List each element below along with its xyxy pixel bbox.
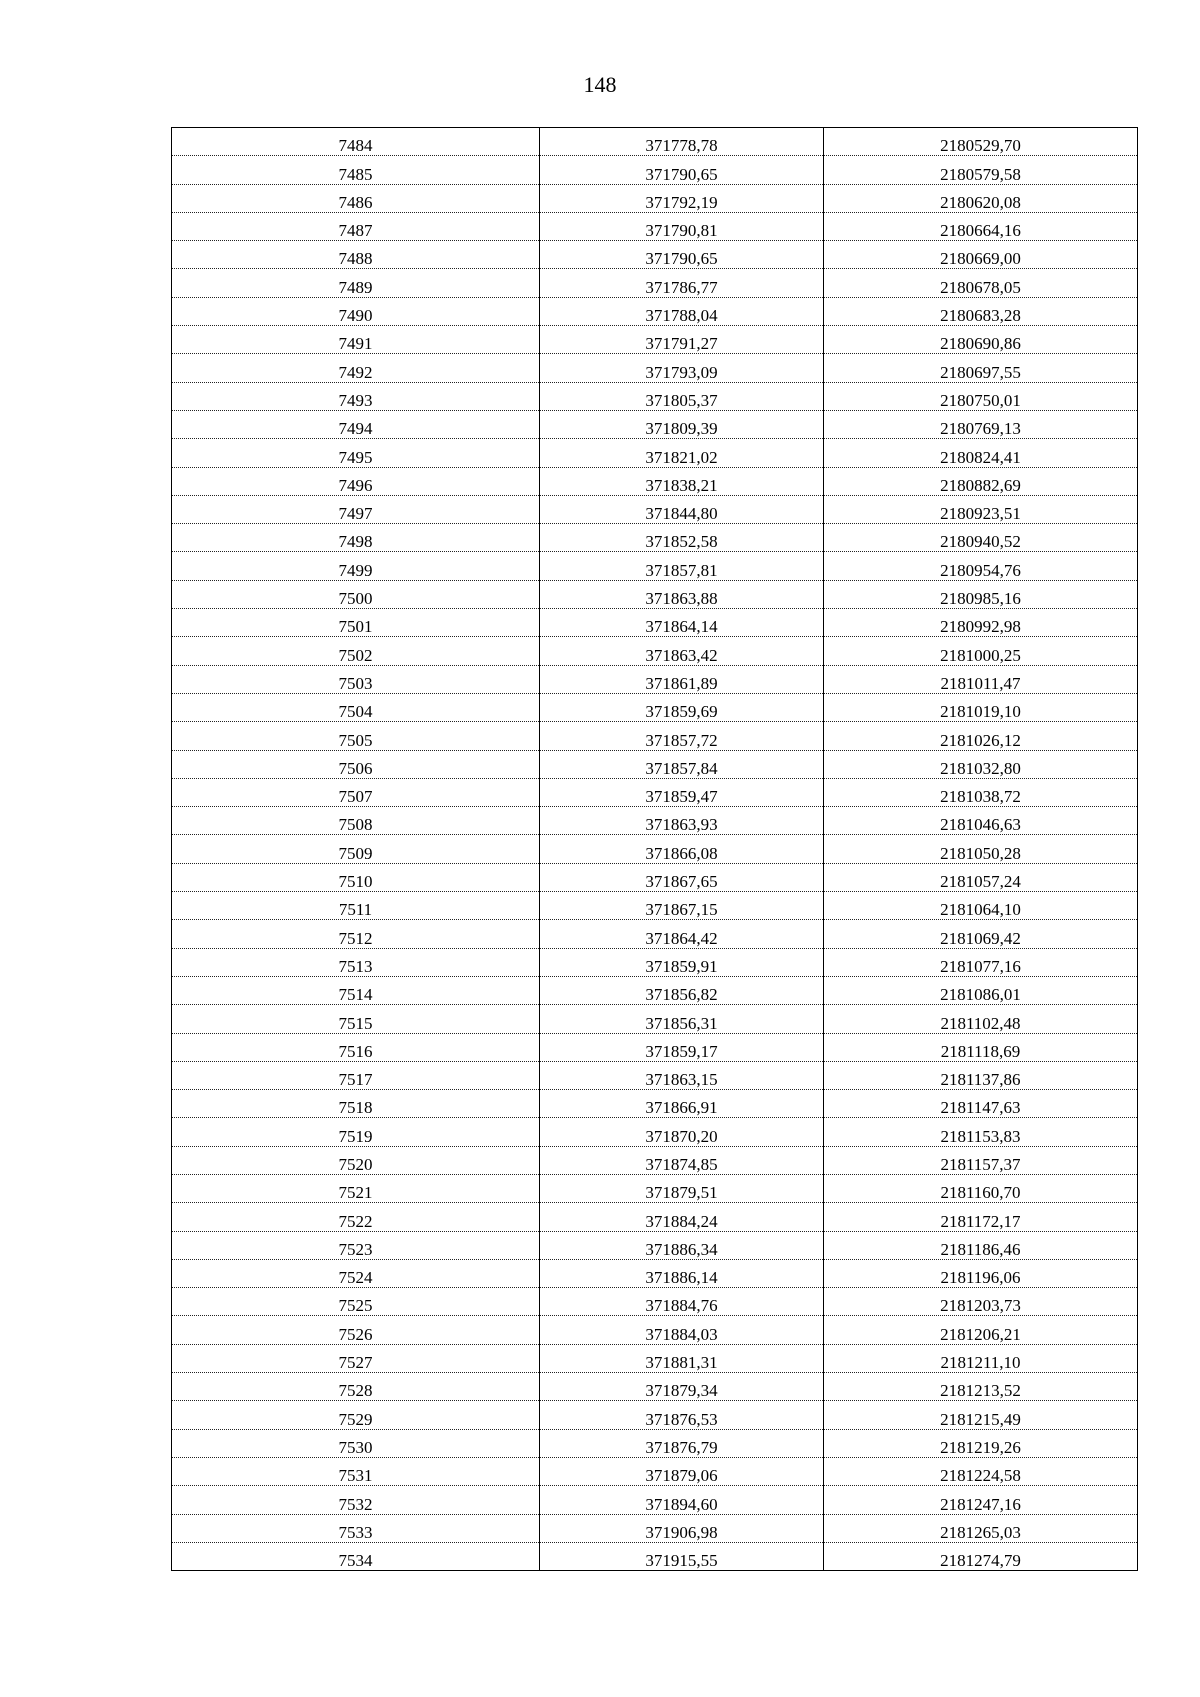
table-row [172,269,1138,297]
table-row [172,1288,1138,1316]
y-coordinate-cell: 2181077,16 [824,948,1138,976]
x-coordinate-cell: 371906,98 [540,1514,824,1542]
table-row [172,1146,1138,1174]
x-coordinate-cell: 371870,20 [540,1118,824,1146]
y-coordinate-cell: 2181186,46 [824,1231,1138,1259]
point-number-cell: 7524 [172,1259,540,1287]
x-coordinate-cell: 371884,24 [540,1203,824,1231]
point-number-cell: 7507 [172,778,540,806]
point-number-cell: 7502 [172,637,540,665]
point-number-cell: 7519 [172,1118,540,1146]
point-number-cell: 7504 [172,693,540,721]
x-coordinate-cell: 371864,14 [540,609,824,637]
table-row [172,128,1138,156]
table-row [172,495,1138,523]
point-number-cell: 7500 [172,580,540,608]
table-row [172,920,1138,948]
y-coordinate-cell: 2181069,42 [824,920,1138,948]
point-number-cell: 7488 [172,241,540,269]
y-coordinate-cell: 2180954,76 [824,552,1138,580]
y-coordinate-cell: 2181211,10 [824,1344,1138,1372]
y-coordinate-cell: 2180529,70 [824,128,1138,156]
point-number-cell: 7499 [172,552,540,580]
x-coordinate-cell: 371894,60 [540,1486,824,1514]
table-row [172,892,1138,920]
y-coordinate-cell: 2180824,41 [824,439,1138,467]
x-coordinate-cell: 371874,85 [540,1146,824,1174]
x-coordinate-cell: 371867,65 [540,863,824,891]
table-row [172,778,1138,806]
table-row [172,156,1138,184]
table-row [172,1005,1138,1033]
y-coordinate-cell: 2181274,79 [824,1542,1138,1570]
y-coordinate-cell: 2181224,58 [824,1457,1138,1485]
point-number-cell: 7506 [172,750,540,778]
point-number-cell: 7523 [172,1231,540,1259]
x-coordinate-cell: 371857,84 [540,750,824,778]
point-number-cell: 7505 [172,722,540,750]
y-coordinate-cell: 2181160,70 [824,1174,1138,1202]
point-number-cell: 7514 [172,976,540,1004]
table-row [172,665,1138,693]
x-coordinate-cell: 371886,34 [540,1231,824,1259]
y-coordinate-cell: 2181206,21 [824,1316,1138,1344]
point-number-cell: 7532 [172,1486,540,1514]
y-coordinate-cell: 2180882,69 [824,467,1138,495]
y-coordinate-cell: 2180750,01 [824,382,1138,410]
y-coordinate-cell: 2181046,63 [824,807,1138,835]
table-row [172,948,1138,976]
x-coordinate-cell: 371867,15 [540,892,824,920]
point-number-cell: 7495 [172,439,540,467]
table-row [172,1486,1138,1514]
x-coordinate-cell: 371859,69 [540,693,824,721]
point-number-cell: 7530 [172,1429,540,1457]
table-row [172,1118,1138,1146]
y-coordinate-cell: 2180697,55 [824,354,1138,382]
y-coordinate-cell: 2181102,48 [824,1005,1138,1033]
table-row [172,1203,1138,1231]
x-coordinate-cell: 371856,82 [540,976,824,1004]
y-coordinate-cell: 2181196,06 [824,1259,1138,1287]
y-coordinate-cell: 2181247,16 [824,1486,1138,1514]
x-coordinate-cell: 371884,76 [540,1288,824,1316]
point-number-cell: 7531 [172,1457,540,1485]
x-coordinate-cell: 371859,47 [540,778,824,806]
y-coordinate-cell: 2181050,28 [824,835,1138,863]
x-coordinate-cell: 371879,34 [540,1373,824,1401]
y-coordinate-cell: 2180985,16 [824,580,1138,608]
x-coordinate-cell: 371886,14 [540,1259,824,1287]
point-number-cell: 7508 [172,807,540,835]
table-row [172,1401,1138,1429]
table-row [172,184,1138,212]
y-coordinate-cell: 2181172,17 [824,1203,1138,1231]
x-coordinate-cell: 371876,79 [540,1429,824,1457]
x-coordinate-cell: 371838,21 [540,467,824,495]
table-row [172,1514,1138,1542]
y-coordinate-cell: 2181011,47 [824,665,1138,693]
point-number-cell: 7515 [172,1005,540,1033]
x-coordinate-cell: 371786,77 [540,269,824,297]
point-number-cell: 7512 [172,920,540,948]
y-coordinate-cell: 2180669,00 [824,241,1138,269]
x-coordinate-cell: 371778,78 [540,128,824,156]
y-coordinate-cell: 2181064,10 [824,892,1138,920]
table-row [172,1542,1138,1570]
point-number-cell: 7498 [172,524,540,552]
y-coordinate-cell: 2181203,73 [824,1288,1138,1316]
x-coordinate-cell: 371857,72 [540,722,824,750]
x-coordinate-cell: 371791,27 [540,326,824,354]
point-number-cell: 7520 [172,1146,540,1174]
point-number-cell: 7529 [172,1401,540,1429]
page-number: 148 [583,72,617,97]
point-number-cell: 7490 [172,297,540,325]
table-row [172,1259,1138,1287]
y-coordinate-cell: 2181032,80 [824,750,1138,778]
point-number-cell: 7501 [172,609,540,637]
coordinates-table [171,127,1138,1571]
point-number-cell: 7489 [172,269,540,297]
y-coordinate-cell: 2181147,63 [824,1090,1138,1118]
y-coordinate-cell: 2181118,69 [824,1033,1138,1061]
table-row [172,241,1138,269]
table-row [172,439,1138,467]
point-number-cell: 7485 [172,156,540,184]
x-coordinate-cell: 371863,15 [540,1061,824,1089]
x-coordinate-cell: 371852,58 [540,524,824,552]
point-number-cell: 7487 [172,212,540,240]
point-number-cell: 7518 [172,1090,540,1118]
point-number-cell: 7510 [172,863,540,891]
x-coordinate-cell: 371861,89 [540,665,824,693]
table-row [172,354,1138,382]
point-number-cell: 7491 [172,326,540,354]
table-row [172,693,1138,721]
table-row [172,1231,1138,1259]
y-coordinate-cell: 2181026,12 [824,722,1138,750]
y-coordinate-cell: 2181057,24 [824,863,1138,891]
table-row [172,807,1138,835]
table-row [172,1061,1138,1089]
point-number-cell: 7497 [172,495,540,523]
table-row [172,1344,1138,1372]
table-row [172,609,1138,637]
x-coordinate-cell: 371856,31 [540,1005,824,1033]
table-row [172,326,1138,354]
table-row [172,637,1138,665]
table-row [172,835,1138,863]
y-coordinate-cell: 2180620,08 [824,184,1138,212]
x-coordinate-cell: 371859,17 [540,1033,824,1061]
table-row [172,552,1138,580]
x-coordinate-cell: 371805,37 [540,382,824,410]
table-row [172,410,1138,438]
x-coordinate-cell: 371863,88 [540,580,824,608]
table-row [172,297,1138,325]
table-row [172,1174,1138,1202]
point-number-cell: 7509 [172,835,540,863]
point-number-cell: 7486 [172,184,540,212]
table-row [172,382,1138,410]
x-coordinate-cell: 371863,42 [540,637,824,665]
point-number-cell: 7496 [172,467,540,495]
point-number-cell: 7528 [172,1373,540,1401]
y-coordinate-cell: 2180690,86 [824,326,1138,354]
x-coordinate-cell: 371793,09 [540,354,824,382]
point-number-cell: 7527 [172,1344,540,1372]
x-coordinate-cell: 371809,39 [540,410,824,438]
y-coordinate-cell: 2181157,37 [824,1146,1138,1174]
y-coordinate-cell: 2180683,28 [824,297,1138,325]
x-coordinate-cell: 371884,03 [540,1316,824,1344]
y-coordinate-cell: 2180769,13 [824,410,1138,438]
x-coordinate-cell: 371881,31 [540,1344,824,1372]
table-row [172,976,1138,1004]
y-coordinate-cell: 2181137,86 [824,1061,1138,1089]
y-coordinate-cell: 2181153,83 [824,1118,1138,1146]
table-row [172,750,1138,778]
point-number-cell: 7484 [172,128,540,156]
y-coordinate-cell: 2180664,16 [824,212,1138,240]
x-coordinate-cell: 371844,80 [540,495,824,523]
x-coordinate-cell: 371790,65 [540,241,824,269]
x-coordinate-cell: 371866,08 [540,835,824,863]
y-coordinate-cell: 2180992,98 [824,609,1138,637]
table-row [172,1429,1138,1457]
point-number-cell: 7516 [172,1033,540,1061]
point-number-cell: 7526 [172,1316,540,1344]
x-coordinate-cell: 371879,06 [540,1457,824,1485]
x-coordinate-cell: 371866,91 [540,1090,824,1118]
x-coordinate-cell: 371857,81 [540,552,824,580]
x-coordinate-cell: 371790,65 [540,156,824,184]
y-coordinate-cell: 2181019,10 [824,693,1138,721]
y-coordinate-cell: 2181265,03 [824,1514,1138,1542]
table-row [172,722,1138,750]
table-row [172,467,1138,495]
point-number-cell: 7503 [172,665,540,693]
table-row [172,1373,1138,1401]
x-coordinate-cell: 371876,53 [540,1401,824,1429]
y-coordinate-cell: 2180678,05 [824,269,1138,297]
coordinates-table-body [172,128,1138,1571]
x-coordinate-cell: 371790,81 [540,212,824,240]
x-coordinate-cell: 371788,04 [540,297,824,325]
point-number-cell: 7522 [172,1203,540,1231]
y-coordinate-cell: 2181038,72 [824,778,1138,806]
x-coordinate-cell: 371879,51 [540,1174,824,1202]
point-number-cell: 7534 [172,1542,540,1570]
y-coordinate-cell: 2180923,51 [824,495,1138,523]
point-number-cell: 7517 [172,1061,540,1089]
y-coordinate-cell: 2181219,26 [824,1429,1138,1457]
table-row [172,1316,1138,1344]
y-coordinate-cell: 2181000,25 [824,637,1138,665]
point-number-cell: 7513 [172,948,540,976]
point-number-cell: 7494 [172,410,540,438]
y-coordinate-cell: 2180940,52 [824,524,1138,552]
table-row [172,1090,1138,1118]
point-number-cell: 7521 [172,1174,540,1202]
x-coordinate-cell: 371792,19 [540,184,824,212]
x-coordinate-cell: 371859,91 [540,948,824,976]
y-coordinate-cell: 2181215,49 [824,1401,1138,1429]
x-coordinate-cell: 371821,02 [540,439,824,467]
x-coordinate-cell: 371863,93 [540,807,824,835]
table-row [172,863,1138,891]
table-row [172,1457,1138,1485]
point-number-cell: 7525 [172,1288,540,1316]
y-coordinate-cell: 2181086,01 [824,976,1138,1004]
point-number-cell: 7492 [172,354,540,382]
table-row [172,524,1138,552]
table-row [172,580,1138,608]
y-coordinate-cell: 2180579,58 [824,156,1138,184]
y-coordinate-cell: 2181213,52 [824,1373,1138,1401]
x-coordinate-cell: 371864,42 [540,920,824,948]
point-number-cell: 7511 [172,892,540,920]
point-number-cell: 7493 [172,382,540,410]
x-coordinate-cell: 371915,55 [540,1542,824,1570]
table-row [172,1033,1138,1061]
table-row [172,212,1138,240]
point-number-cell: 7533 [172,1514,540,1542]
